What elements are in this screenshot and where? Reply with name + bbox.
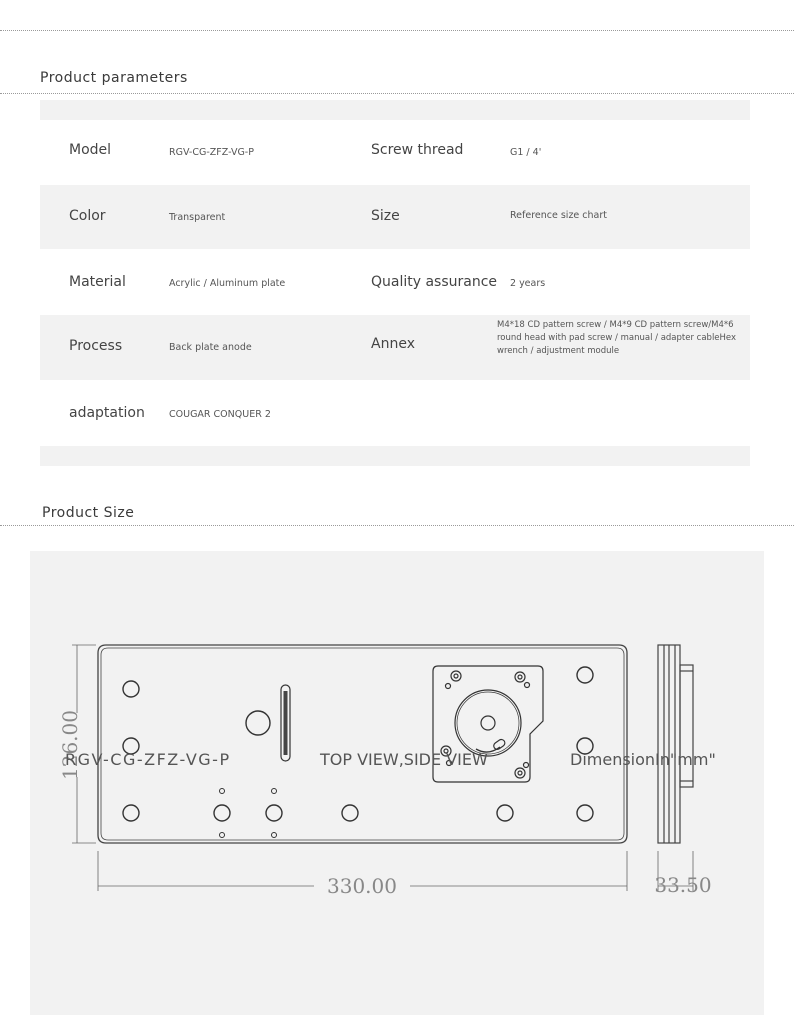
dim-height-label: 126.00 [58, 710, 82, 780]
label-color: Color [69, 208, 106, 224]
label-screw-thread: Screw thread [371, 142, 464, 158]
value-material: Acrylic / Aluminum plate [169, 278, 286, 289]
value-model: RGV-CG-ZFZ-VG-P [169, 147, 254, 158]
caption-view: TOP VIEW,SIDE VIEW [320, 750, 488, 769]
label-quality-assurance: Quality assurance [371, 274, 498, 290]
value-color: Transparent [169, 212, 226, 223]
value-annex: M4*18 CD pattern screw / M4*9 CD pattern screw/M4*6 round head with pad screw / manual / adapter cableHex wrench / adjustment module [497, 320, 737, 356]
params-title: Product parameters [40, 70, 188, 86]
mounting-holes [123, 667, 593, 821]
size-title: Product Size [42, 505, 135, 521]
caption-model: RGV-CG-ZFZ-VG-P [65, 750, 231, 769]
value-screw-thread: G1 / 4' [510, 147, 542, 158]
top-divider [0, 30, 794, 31]
side-view [658, 645, 693, 843]
label-process: Process [69, 338, 123, 354]
size-panel [30, 551, 764, 1015]
value-quality-assurance: 2 years [510, 278, 546, 289]
caption-unit: DimensionIn"mm" [570, 750, 716, 769]
small-holes [220, 789, 277, 838]
label-adaptation: adaptation [69, 405, 145, 421]
value-size: Reference size chart [510, 210, 607, 221]
size-divider [0, 525, 794, 526]
value-adaptation: COUGAR CONQUER 2 [169, 409, 271, 420]
top-view-plate [98, 645, 627, 843]
label-annex: Annex [371, 336, 415, 352]
label-model: Model [69, 142, 112, 158]
logo-strip [281, 685, 290, 761]
dimension-drawing [30, 551, 764, 1015]
label-material: Material [69, 274, 126, 290]
dim-depth-label: 33.50 [654, 873, 712, 897]
value-process: Back plate anode [169, 342, 252, 353]
label-size: Size [371, 208, 400, 224]
band-bottom [40, 446, 750, 466]
params-divider [0, 93, 794, 94]
dim-width-label: 330.00 [327, 874, 397, 898]
band-top [40, 100, 750, 120]
